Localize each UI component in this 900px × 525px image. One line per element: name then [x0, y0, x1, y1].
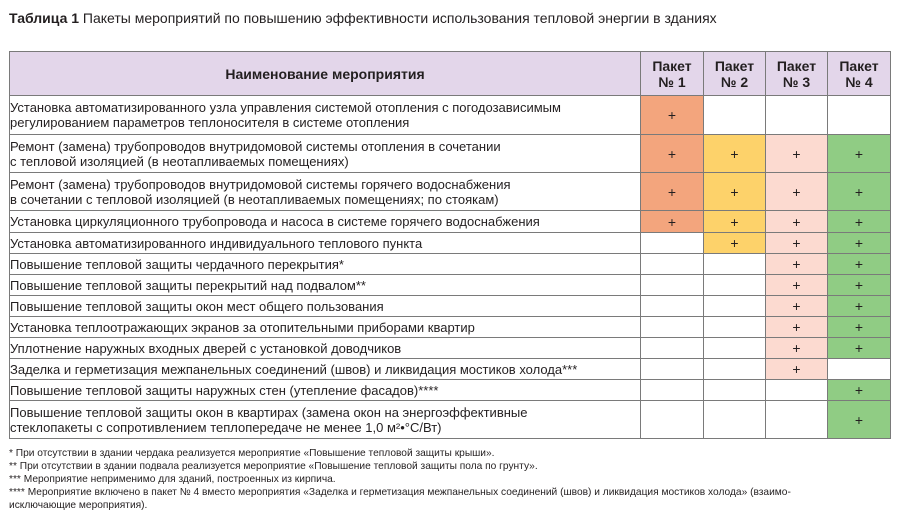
measure-name-line: Заделка и герметизация межпанельных соединений (швов) и ликвидация мостиков холода*** [10, 361, 578, 377]
header-package-4-line-1: Пакет [839, 57, 879, 74]
package-1-mark-cell: + [641, 173, 704, 211]
package-1-mark-cell: + [641, 211, 704, 233]
table-row [10, 296, 891, 317]
measure-name-cell [10, 296, 641, 317]
header-package-3-line-1: Пакет [776, 57, 817, 74]
table-body [10, 96, 891, 439]
package-1-mark-cell: + [641, 96, 704, 135]
measure-name-line: Повышение тепловой защиты наружных стен (утепление фасадов)**** [10, 382, 439, 398]
measure-name-cell [10, 135, 641, 173]
measure-name-line: Ремонт (замена) трубопроводов внутридомовой системы отопления в сочетании [10, 138, 501, 154]
package-2-mark-cell [704, 96, 766, 135]
table-row [10, 317, 891, 338]
measure-name-line: Повышение тепловой защиты чердачного перекрытия* [10, 256, 344, 272]
package-2-mark-cell: + [704, 233, 766, 254]
package-4-mark-cell: + [828, 380, 891, 401]
package-2-mark-cell [704, 254, 766, 275]
header-package-2 [704, 52, 766, 96]
measure-name-line: Установка автоматизированного индивидуального теплового пункта [10, 235, 423, 251]
package-4-mark-cell: + [828, 135, 891, 173]
measure-name-cell [10, 338, 641, 359]
footnote: **** Мероприятие включено в пакет № 4 вместо мероприятия «Заделка и герметизация межпанельных соединений (швов) и ликвидация мостиков холода» (взаимо- [9, 487, 791, 498]
table-row [10, 401, 891, 439]
table-row [10, 380, 891, 401]
measure-name-line: Установка автоматизированного узла управления системой отопления с погодозависимым [10, 100, 561, 115]
measure-name-cell [10, 173, 641, 211]
package-1-mark-cell [641, 233, 704, 254]
package-3-mark-cell: + [766, 211, 828, 233]
measure-name-cell [10, 96, 641, 135]
table-row [10, 275, 891, 296]
package-4-mark-cell: + [828, 254, 891, 275]
header-package-4 [828, 52, 891, 96]
package-4-mark-cell: + [828, 275, 891, 296]
package-4-mark-cell [828, 359, 891, 380]
footnote: *** Мероприятие неприменимо для зданий, построенных из кирпича. [9, 474, 336, 485]
package-4-mark-cell [828, 96, 891, 135]
header-package-1-line-1: Пакет [652, 57, 692, 74]
package-2-mark-cell [704, 275, 766, 296]
header-package-4-line-2: № 4 [845, 73, 873, 90]
package-1-mark-cell: + [641, 135, 704, 173]
header-package-3-line-2: № 3 [782, 73, 811, 90]
package-4-mark-cell: + [828, 173, 891, 211]
package-1-mark-cell [641, 380, 704, 401]
header-package-3 [766, 52, 828, 96]
table-row [10, 173, 891, 211]
package-2-mark-cell: + [704, 211, 766, 233]
header-package-2-line-2: № 2 [720, 73, 749, 90]
measure-name-line: Установка циркуляционного трубопровода и насоса в системе горячего водоснабжения [10, 214, 540, 229]
footnote: * При отсутствии в здании чердака реализуется мероприятие «Повышение тепловой защиты крыши». [9, 448, 495, 459]
measure-name-cell [10, 401, 641, 439]
package-2-mark-cell [704, 401, 766, 439]
package-4-mark-cell: + [828, 338, 891, 359]
package-3-mark-cell: + [766, 233, 828, 254]
measure-name-cell [10, 275, 641, 296]
package-2-mark-cell [704, 380, 766, 401]
measure-name-line: Ремонт (замена) трубопроводов внутридомовой системы горячего водоснабжения [10, 176, 511, 192]
measure-name-cell [10, 233, 641, 254]
measure-name-cell [10, 359, 641, 380]
package-3-mark-cell: + [766, 135, 828, 173]
measure-name-line: Повышение тепловой защиты окон в квартирах (замена окон на энергоэффективные [10, 404, 528, 420]
package-2-mark-cell [704, 359, 766, 380]
package-3-mark-cell: + [766, 254, 828, 275]
package-3-mark-cell: + [766, 296, 828, 317]
package-2-mark-cell: + [704, 135, 766, 173]
package-2-mark-cell: + [704, 173, 766, 211]
header-package-1-line-2: № 1 [658, 73, 686, 90]
package-4-mark-cell: + [828, 317, 891, 338]
measure-name-line: стеклопакеты с сопротивлением теплопередаче не менее 1,0 м²•°С/Вт) [10, 419, 442, 435]
table-row [10, 96, 891, 135]
package-4-mark-cell: + [828, 296, 891, 317]
header-package-1 [641, 52, 704, 96]
measure-name-cell [10, 211, 641, 233]
footnotes [9, 447, 889, 512]
package-1-mark-cell [641, 317, 704, 338]
table-row [10, 211, 891, 233]
table-caption-label: Таблица 1 [9, 10, 80, 26]
measure-name-line: Установка теплоотражающих экранов за отопительными приборами квартир [10, 319, 475, 335]
package-3-mark-cell: + [766, 317, 828, 338]
package-3-mark-cell: + [766, 338, 828, 359]
package-1-mark-cell [641, 254, 704, 275]
package-1-mark-cell [641, 338, 704, 359]
package-3-mark-cell: + [766, 173, 828, 211]
package-1-mark-cell [641, 401, 704, 439]
footnote: исключающие мероприятия). [9, 500, 148, 511]
table-caption [9, 9, 894, 27]
measure-name-line: Уплотнение наружных входных дверей с установкой доводчиков [10, 340, 402, 356]
measure-name-line: в сочетании с тепловой изоляцией (в неотапливаемых помещениях; по стоякам) [10, 191, 499, 207]
package-3-mark-cell [766, 380, 828, 401]
package-4-mark-cell: + [828, 211, 891, 233]
package-2-mark-cell [704, 338, 766, 359]
package-1-mark-cell [641, 359, 704, 380]
measure-name-line: регулированием параметров теплоносителя в системе отопления [10, 115, 410, 130]
package-3-mark-cell: + [766, 359, 828, 380]
measure-name-cell [10, 380, 641, 401]
measure-name-line: Повышение тепловой защиты перекрытий над подвалом** [10, 277, 366, 293]
table-row [10, 254, 891, 275]
package-3-mark-cell [766, 401, 828, 439]
header-package-2-line-1: Пакет [714, 57, 755, 74]
package-3-mark-cell: + [766, 275, 828, 296]
table-row [10, 338, 891, 359]
table-row [10, 135, 891, 173]
package-4-mark-cell: + [828, 401, 891, 439]
header-measure-name: Наименование мероприятия [10, 52, 641, 96]
package-2-mark-cell [704, 296, 766, 317]
measure-name-line: Повышение тепловой защиты окон мест общего пользования [10, 298, 384, 314]
table-row [10, 233, 891, 254]
package-1-mark-cell [641, 296, 704, 317]
measure-name-cell [10, 254, 641, 275]
measures-table [9, 51, 891, 439]
package-2-mark-cell [704, 317, 766, 338]
table-caption-text: Пакеты мероприятий по повышению эффективности использования тепловой энергии в зданиях [82, 10, 717, 26]
package-1-mark-cell [641, 275, 704, 296]
table-row [10, 359, 891, 380]
package-4-mark-cell: + [828, 233, 891, 254]
footnote: ** При отсутствии в здании подвала реализуется мероприятие «Повышение тепловой защиты пола по грунту». [9, 461, 538, 472]
measure-name-cell [10, 317, 641, 338]
package-3-mark-cell [766, 96, 828, 135]
measure-name-line: с тепловой изоляцией (в неотапливаемых помещениях) [10, 153, 349, 169]
table-header-row [10, 52, 891, 96]
